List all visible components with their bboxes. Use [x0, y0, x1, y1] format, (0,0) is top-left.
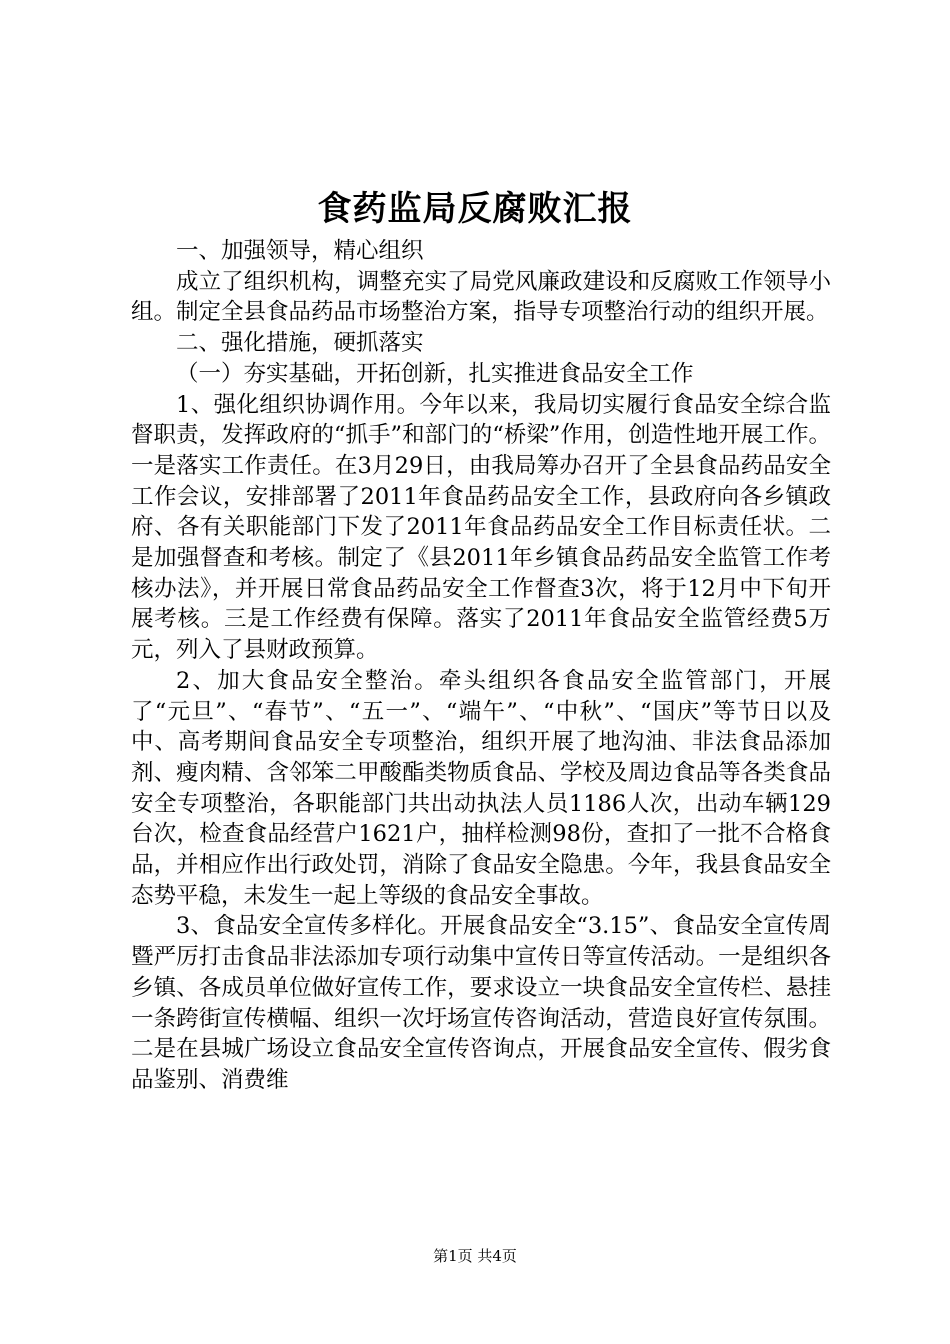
section-heading-2: 二、强化措施，硬抓落实 — [176, 330, 424, 357]
paragraph-organization: 成立了组织机构，调整充实了局党风廉政建设和反腐败工作领导小组。制定全县食品药品市场整治方案，指导专项整治行动的组织开展。 — [131, 268, 831, 326]
subsection-heading-1: （一）夯实基础，开拓创新，扎实推进食品安全工作 — [176, 360, 694, 387]
paragraph-coordination: 1、强化组织协调作用。今年以来，我局切实履行食品安全综合监督职责，发挥政府的“抓手”和部门的“桥梁”作用，创造性地开展工作。一是落实工作责任。在3月29日，由我局筹办召开了全县食品药品安全工作会议，安排部署了2011年食品药品安全工作，县政府向各乡镇政府、各有关职能部门下发了2011年食品药品安全工作目标责任状。二是加强督查和考核。制定了《县2011年乡镇食品药品安全监管工作考核办法》，并开展日常食品药品安全工作督查3次，将于12月中下旬开展考核。三是工作经费有保障。落实了2011年食品安全监管经费5万元，列入了县财政预算。 — [131, 391, 831, 664]
page-footer: 第1页 共4页 — [433, 1247, 517, 1265]
paragraph-publicity: 3、食品安全宣传多样化。开展食品安全“3.15”、食品安全宣传周暨严厉打击食品非法添加专项行动集中宣传日等宣传活动。一是组织各乡镇、各成员单位做好宣传工作，要求设立一块食品安全宣传栏、悬挂一条跨街宣传横幅、组织一次圩场宣传咨询活动，营造良好宣传氛围。二是在县城广场设立食品安全宣传咨询点，开展食品安全宣传、假劣食品鉴别、消费维 — [131, 913, 831, 1093]
section-heading-1: 一、加强领导，精心组织 — [176, 238, 424, 264]
paragraph-rectification: 2、加大食品安全整治。牵头组织各食品安全监管部门，开展了“元旦”、“春节”、“五一”、“端午”、“中秋”、“国庆”等节日以及中、高考期间食品安全专项整治，组织开展了地沟油、非法食品添加剂、瘦肉精、含邻笨二甲酸酯类物质食品、学校及周边食品等各类食品安全专项整治，各职能部门共出动执法人员1186人次，出动车辆129台次，检查食品经营户1621户，抽样检测98份，查扣了一批不合格食品，并相应作出行政处罚，消除了食品安全隐患。今年，我县食品安全态势平稳，未发生一起上等级的食品安全事故。 — [131, 667, 831, 909]
document-title: 食药监局反腐败汇报 — [317, 189, 633, 229]
document-body — [131, 236, 831, 1096]
